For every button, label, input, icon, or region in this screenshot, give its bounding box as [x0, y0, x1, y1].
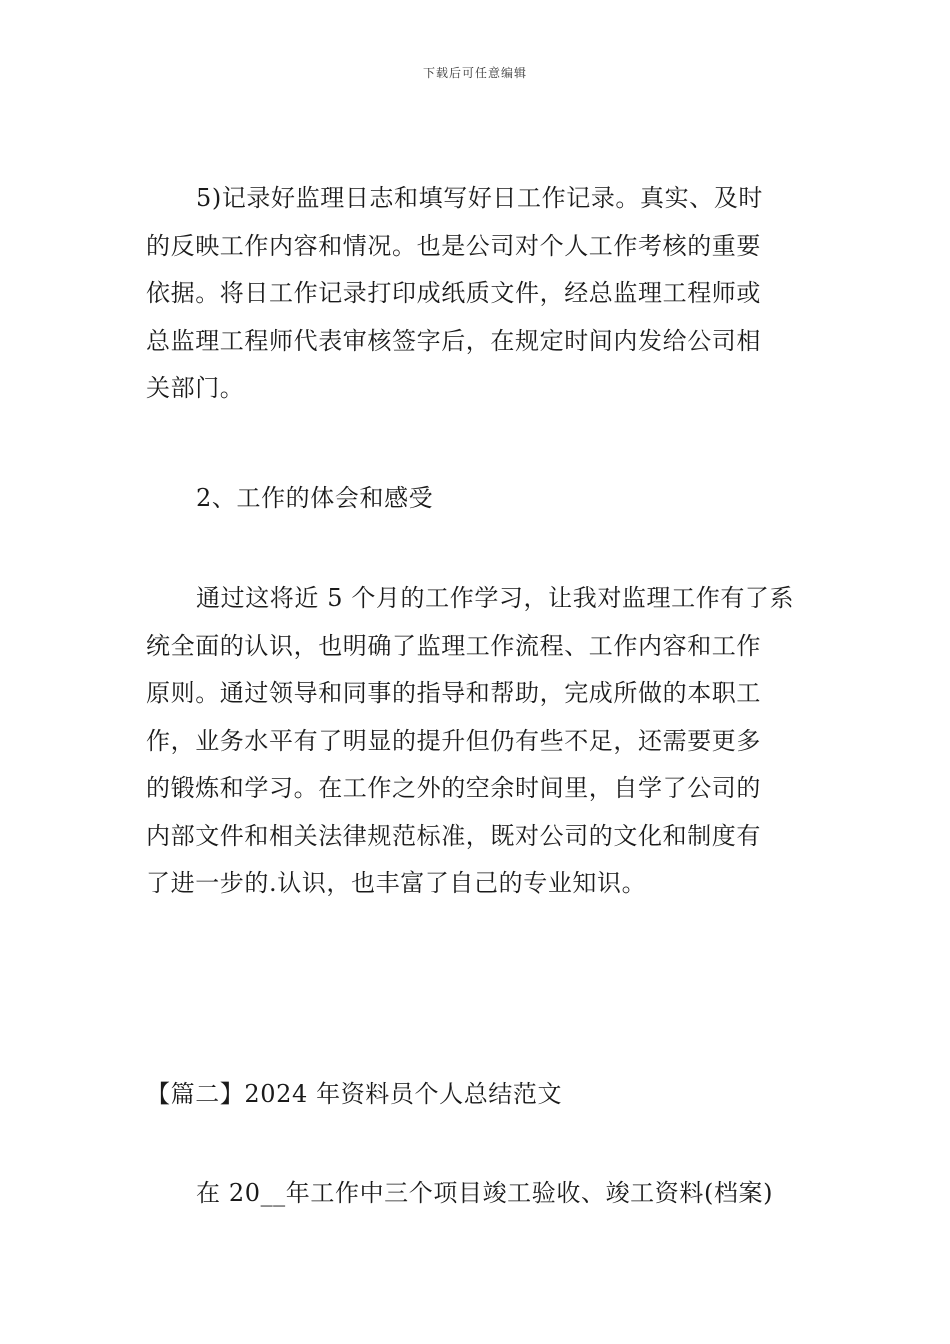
paragraph-line: 的锻炼和学习。在工作之外的空余时间里，自学了公司的	[146, 774, 761, 802]
paragraph-line: 5)记录好监理日志和填写好日工作记录。真实、及时	[196, 184, 764, 212]
title-text: 【篇二】2024 年资料员个人总结范文	[146, 1080, 563, 1108]
paragraph-completion	[146, 1170, 808, 1218]
section-heading	[146, 475, 808, 523]
heading-text: 2、工作的体会和感受	[196, 484, 434, 512]
paragraph-line: 通过这将近 5 个月的工作学习，让我对监理工作有了系	[196, 584, 795, 612]
paragraph-line: 统全面的认识，也明确了监理工作流程、工作内容和工作	[146, 631, 761, 660]
paragraph-line: 在 20__年工作中三个项目竣工验收、竣工资料(档案)	[196, 1179, 774, 1207]
article-title	[146, 1071, 808, 1119]
paragraph-line: 内部文件和相关法律规范标准，既对公司的文化和制度有	[146, 821, 761, 850]
header-note: 下载后可任意编辑	[422, 66, 527, 80]
paragraph-line: 的反映工作内容和情况。也是公司对个人工作考核的重要	[146, 231, 761, 260]
paragraph-line: 了进一步的.认识，也丰富了自己的专业知识。	[146, 869, 647, 897]
paragraph-line: 作，业务水平有了明显的提升但仍有些不足，还需要更多	[146, 726, 761, 755]
paragraph-line: 总监理工程师代表审核签字后，在规定时间内发给公司相	[146, 326, 761, 355]
paragraph-line: 原则。通过领导和同事的指导和帮助，完成所做的本职工	[146, 679, 761, 707]
paragraph-experience	[146, 575, 808, 908]
paragraph-record-keeping	[146, 175, 808, 413]
paragraph-line: 依据。将日工作记录打印成纸质文件，经总监理工程师或	[146, 279, 761, 307]
paragraph-line: 关部门。	[146, 374, 245, 402]
